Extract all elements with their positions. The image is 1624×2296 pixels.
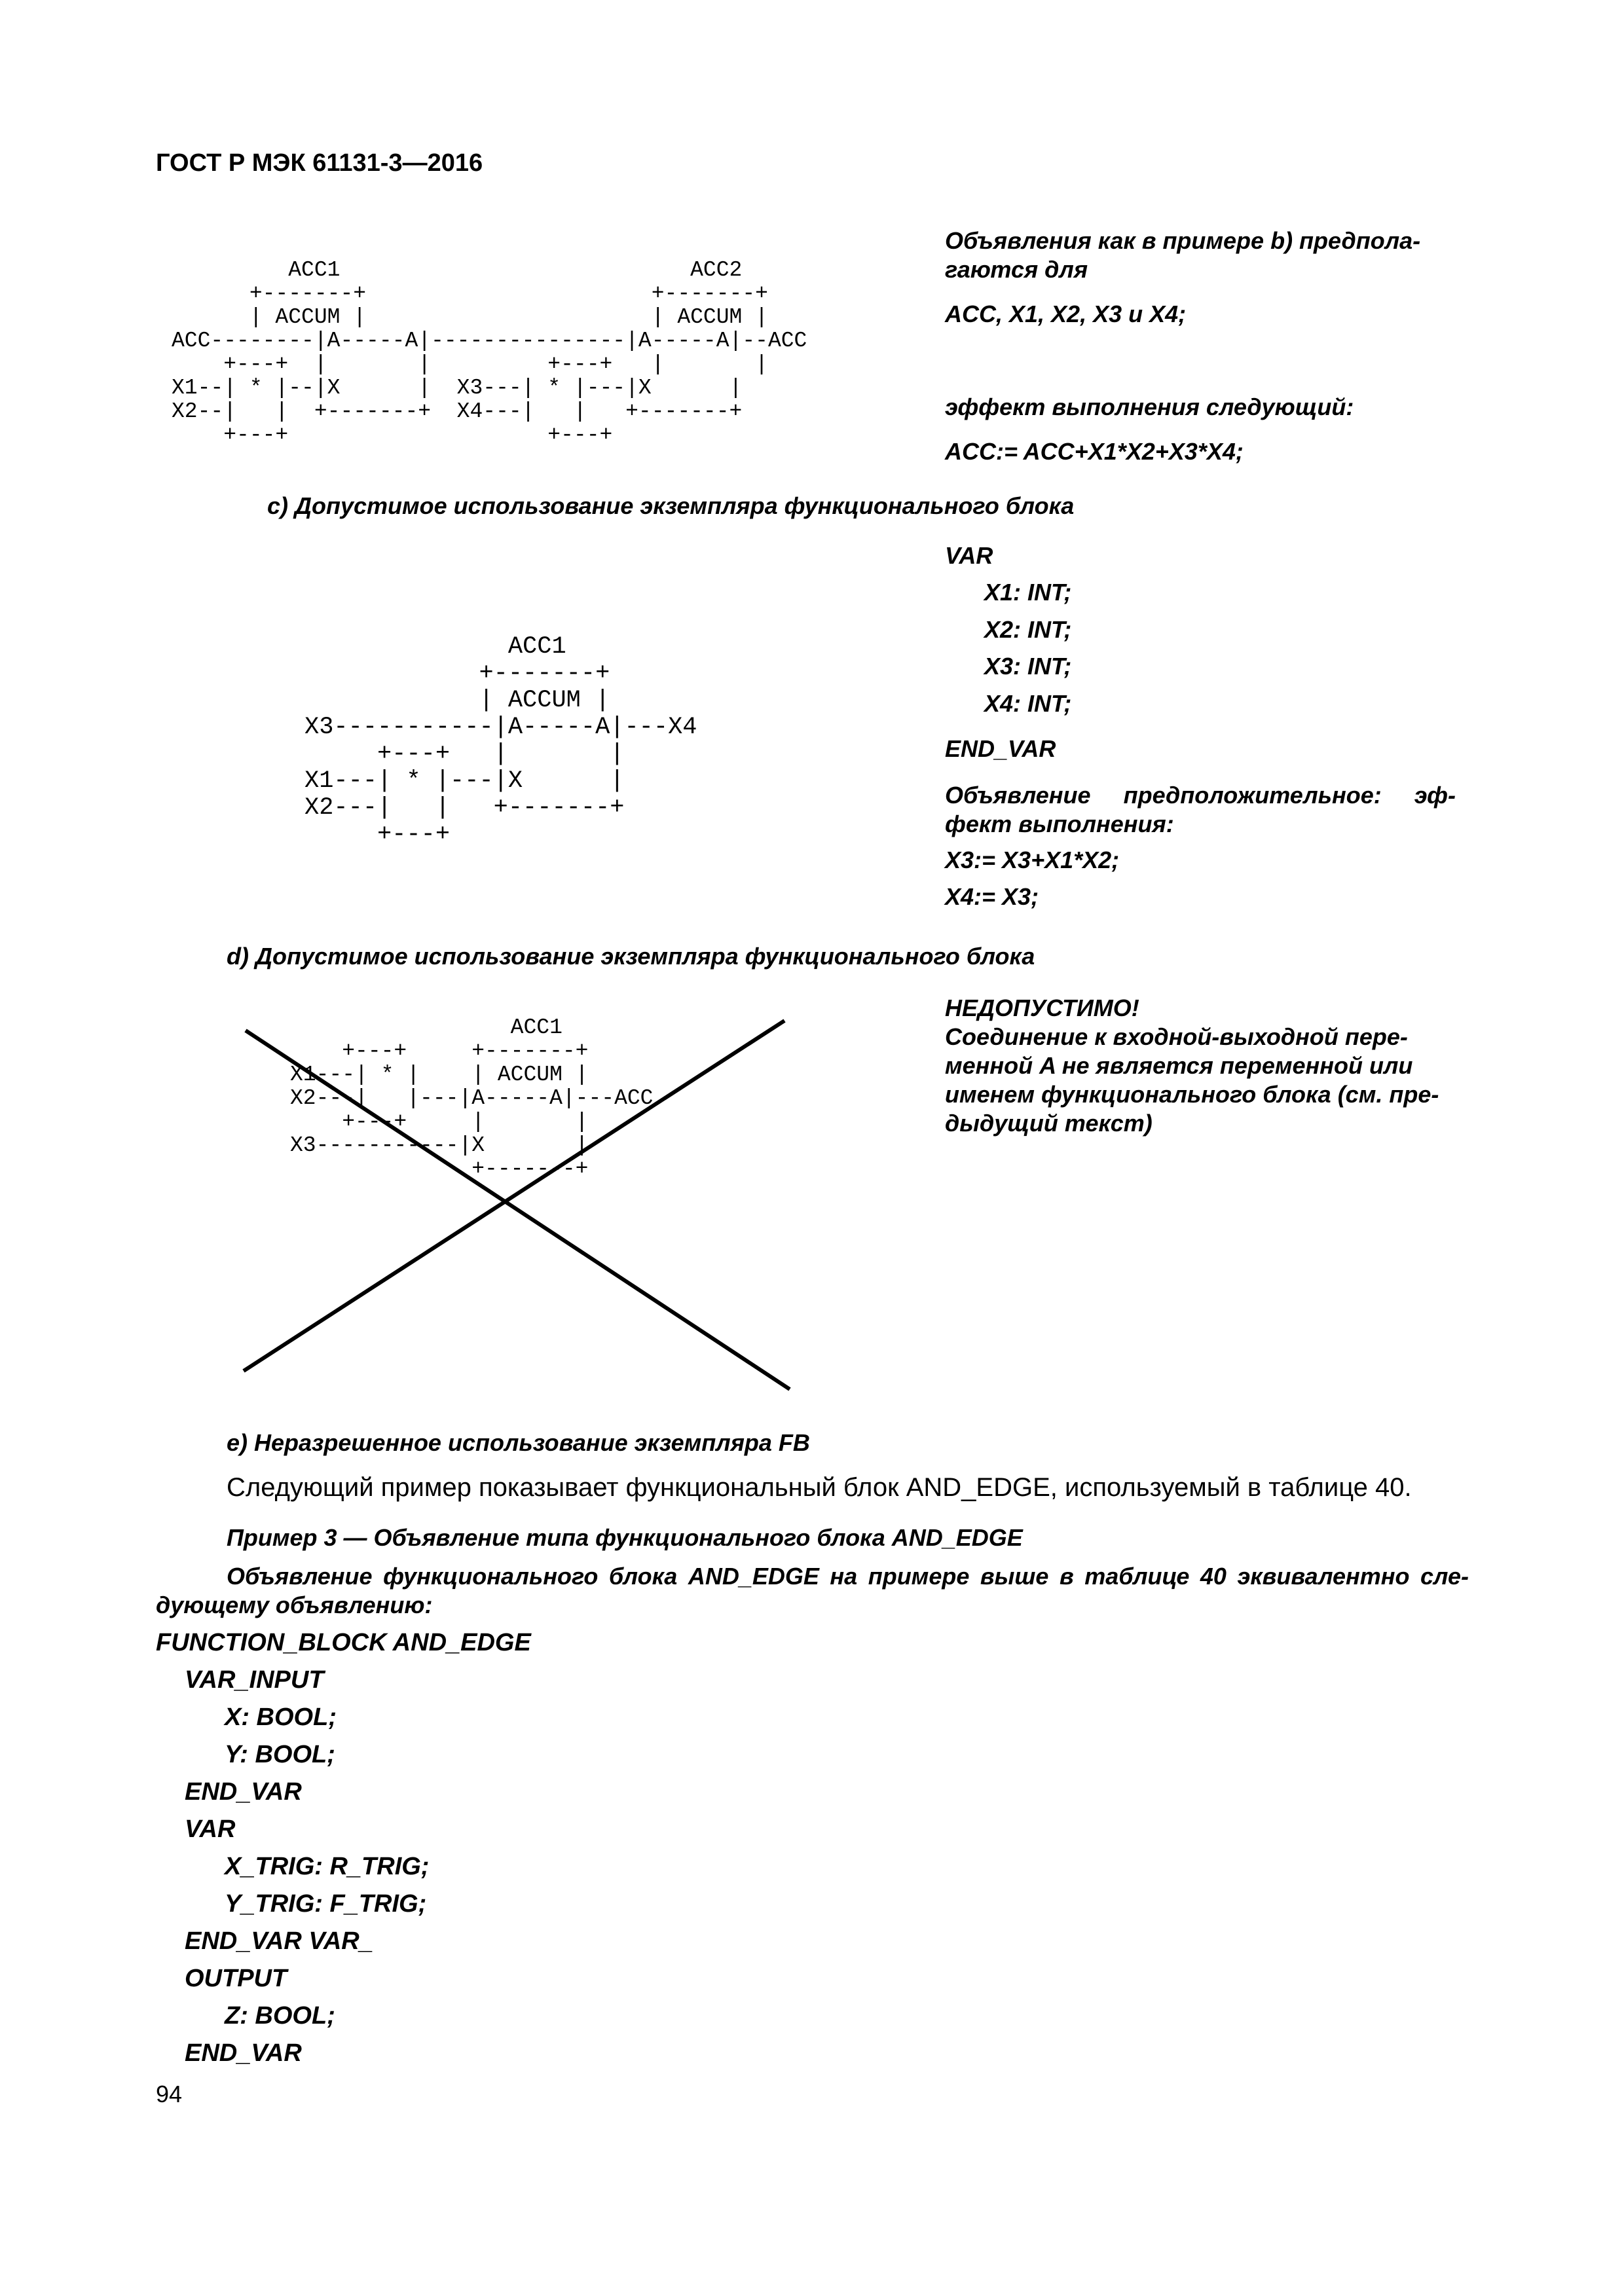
note-e-line3: именем функционального блока (см. пре- [945,1081,1439,1108]
note-c-effect-label: эффект выполнения следующий: [945,393,1354,420]
code-line-10: OUTPUT [185,1965,287,1992]
example3-desc-line1: Объявление функционального блока AND_EDGE на примере выше в таблице 40 эквивалентно сле- [227,1563,1469,1590]
decl-x2: X2: INT; [984,616,1072,643]
cross-line-2 [244,1021,784,1371]
note-d-line1: Объявление предположительное: эф- [945,782,1456,809]
code-line-5: END_VAR [185,1778,302,1806]
code-line-9: END_VAR VAR_ [185,1927,373,1955]
decl-x1: X1: INT; [984,579,1072,606]
note-e-line1: Соединение к входной-выходной пере- [945,1023,1408,1050]
note-e-line2: менной A не является переменной или [945,1052,1413,1079]
note-c-line1: Объявления как в примере b) предпола- [945,227,1421,254]
note-c-effect-code: ACC:= ACC+X1*X2+X3*X4; [945,438,1244,465]
code-line-4: Y: BOOL; [225,1741,335,1768]
diagram-example-e: ACC1 +---+ +-------+ X1---| * | | ACCUM | X2---| |---|A-----A|---ACC +---+ | | X3-----------|X | +-------+ [290,1015,654,1181]
page-header: ГОСТ Р МЭК 61131-3—2016 [156,149,483,177]
diagram-example-c: ACC1 ACC2 +-------+ +-------+ | ACCUM | | ACCUM | ACC--------|A-----A|---------------|A-----A|--ACC +---+ | | +---+ | | X1--| * |--|X | X3---| * |---|X | X2--| | +-------+ X4---| | +-------+ +---+ +---+ [172,258,807,447]
body-paragraph: Следующий пример показывает функциональный блок AND_EDGE, используемый в таблице 40. [227,1473,1412,1502]
note-c-vars: ACC, X1, X2, X3 и X4; [945,301,1187,327]
code-line-7: X_TRIG: R_TRIG; [225,1853,430,1880]
code-line-11: Z: BOOL; [225,2002,335,2030]
caption-d: d) Допустимое использование экземпляра функционального блока [227,943,1035,970]
var-keyword-d: VAR [945,542,993,569]
caption-e: e) Неразрешенное использование экземпляра FB [227,1429,810,1456]
page-number: 94 [156,2081,183,2107]
code-line-6: VAR [185,1815,236,1843]
example3-desc-line2: дующему объявлению: [156,1592,433,1618]
code-line-12: END_VAR [185,2039,302,2067]
code-line-1: FUNCTION_BLOCK AND_EDGE [156,1629,531,1656]
decl-x3: X3: INT; [984,653,1072,680]
code-line-8: Y_TRIG: F_TRIG; [225,1890,427,1918]
effect-d-2: X4:= X3; [945,883,1039,910]
effect-d-1: X3:= X3+X1*X2; [945,847,1120,873]
code-line-2: VAR_INPUT [185,1666,324,1694]
code-line-3: X: BOOL; [225,1704,337,1731]
end-var-d: END_VAR [945,735,1056,762]
warning-invalid: НЕДОПУСТИМО! [945,994,1139,1021]
example3-title: Пример 3 — Объявление типа функционального блока AND_EDGE [227,1524,1023,1551]
note-e-line4: дыдущий текст) [945,1110,1153,1137]
diagram-example-d: ACC1 +-------+ | ACCUM | X3-----------|A-----A|---X4 +---+ | | X1---| * |---|X | X2---| | +-------+ +---+ [304,633,697,848]
decl-x4: X4: INT; [984,690,1072,717]
cross-line-1 [246,1030,790,1389]
note-c-line2: гаются для [945,256,1088,283]
caption-c: c) Допустимое использование экземпляра функционального блока [267,492,1075,519]
note-d-line2: фект выполнения: [945,811,1174,837]
